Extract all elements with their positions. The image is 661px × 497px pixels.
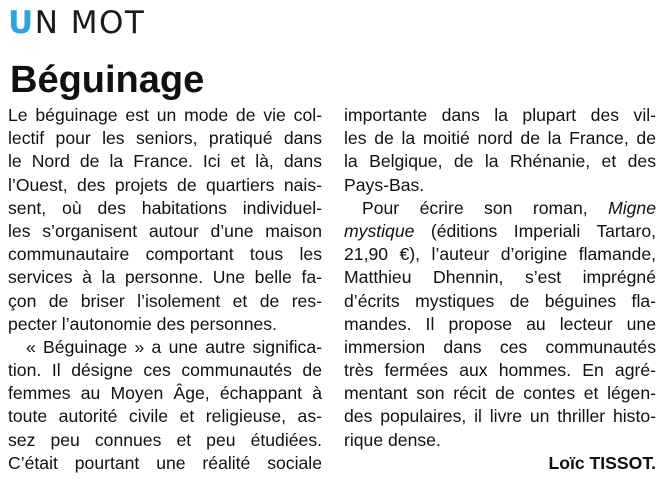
article-line (344, 266, 656, 289)
section-rubric (8, 6, 145, 40)
article-line (8, 359, 322, 382)
article-line-text: lectif pour les seniors, pratiqué dans (8, 128, 322, 149)
article-line (8, 336, 322, 359)
article-line-text: toute autorité civile et religieuse, as- (8, 406, 322, 427)
rubric-rest: N MOT (34, 5, 146, 41)
article-line (8, 382, 322, 405)
article-line-text: mandes. Il propose au lecteur une (344, 313, 656, 334)
article-line (344, 429, 656, 452)
article-line-text: Pour écrire son roman, (362, 197, 609, 218)
article-line (8, 150, 322, 173)
article-line (8, 405, 322, 428)
article-line-text: l’Ouest, des projets de quartiers nais- (8, 174, 322, 195)
article-line-text: 21,90 €), l’auteur d’origine flamande, (344, 244, 656, 265)
article-line (344, 197, 656, 220)
article-line (344, 220, 656, 243)
article-column-right (344, 104, 656, 475)
article-line-text: femmes au Moyen Âge, échappant à (8, 383, 322, 404)
article-column-left (8, 104, 322, 475)
article-line (344, 104, 656, 127)
article-line (344, 127, 656, 150)
article-line-text: Pays-Bas. (344, 174, 425, 195)
article-line (8, 243, 322, 266)
article-line-text: services à la personne. Une belle fa- (8, 267, 322, 288)
article-line-text: çon de briser l’isolement et de res- (8, 290, 322, 311)
article-line-text: sent, où des habitations individuel- (8, 197, 322, 218)
article-line-text: Le béguinage est un mode de vie col- (8, 105, 322, 125)
article-line-text: C’était pourtant une réalité sociale (8, 452, 322, 473)
article-line (344, 243, 656, 266)
article-line-text: importante dans la plupart des vil- (344, 105, 656, 125)
article-line (344, 290, 656, 313)
article-line (344, 336, 656, 359)
article-line-text: immersion dans ces communautés (344, 336, 656, 357)
article-line-text: Matthieu Dhennin, s’est imprégné (344, 267, 656, 288)
article-line-text: la Belgique, de la Rhénanie, et des (344, 151, 656, 172)
article-line-text: rique dense. (344, 429, 441, 450)
article-line (8, 290, 322, 313)
article-line-text: pecter l’autonomie des personnes. (8, 313, 277, 334)
book-title: Migne (608, 197, 656, 218)
article-line (8, 220, 322, 243)
article-line (344, 150, 656, 173)
article-line (344, 174, 656, 197)
article-line-text: sez peu connues et peu étudiées. (8, 429, 322, 450)
article-line-text: les de la moitié nord de la France, de (344, 128, 656, 149)
article-line (8, 197, 322, 220)
article-line-text: « Béguinage » a une autre significa- (26, 336, 322, 357)
article-line-text: mentant son récit de contes et légen- (344, 383, 656, 404)
article-line-text: communautaire comportant tous les (8, 244, 322, 265)
article-line-text: très fermées aux hommes. En agré- (344, 360, 656, 381)
article-line-text: des populaires, il livre un thriller histo- (344, 406, 656, 427)
article-line-text: le Nord de la France. Ici et là, dans (8, 151, 322, 172)
article-line (8, 452, 322, 475)
article-line (8, 174, 322, 197)
article-line-text: tion. Il désigne ces communautés de (8, 360, 322, 381)
author-signature: Loïc TISSOT. (548, 452, 656, 473)
article-line (344, 359, 656, 382)
book-title: mystique (344, 220, 415, 241)
article-line-text: d’écrits mystiques de béguines fla- (344, 290, 656, 311)
article-line (344, 382, 656, 405)
article-line (344, 313, 656, 336)
article-line (8, 313, 322, 336)
article-line (344, 405, 656, 428)
article-line-text: les s’organisent autour d’une maison (8, 220, 322, 241)
article-line-text: (éditions Imperiali Tartaro, (414, 220, 656, 241)
article-line (8, 429, 322, 452)
rubric-first-letter: U (8, 5, 35, 41)
article-line (8, 266, 322, 289)
article-headline: Béguinage (10, 59, 205, 101)
article-line (8, 104, 322, 127)
article-line (8, 127, 322, 150)
